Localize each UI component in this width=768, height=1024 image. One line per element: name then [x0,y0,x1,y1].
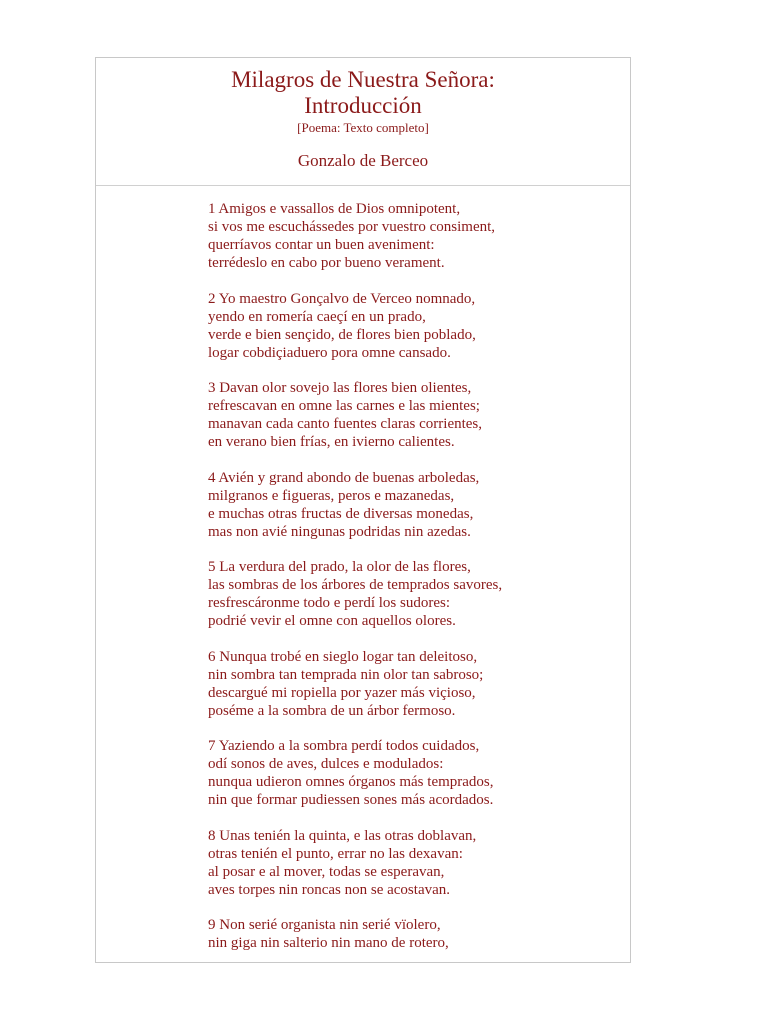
verse-line: otras tenién el punto, errar no las dexavan: [208,845,463,862]
stanza [208,469,628,541]
verse-line: nin que formar pudiessen sones más acordados. [208,792,494,808]
subtitle: [Poema: Texto completo] [297,120,429,135]
stanza [208,558,628,630]
verse-line: 3 Davan olor sovejo las flores bien olientes, [208,380,472,396]
verse-line: nunqua udieron omnes órganos más temprados, [208,774,494,790]
verse-line: 2 Yo maestro Gonçalvo de Verceo nomnado, [208,290,476,307]
verse-line: logar cobdiçiaduero pora omne cansado. [208,344,451,361]
verse-line: nin sombra tan temprada nin olor tan sabroso; [208,666,484,683]
verse-line: refrescavan en omne las carnes e las mientes; [208,398,480,414]
verse-line: 9 Non serié organista nin serié vïolero, [208,917,441,933]
verse-line: terrédeslo en cabo por bueno verament. [208,255,445,271]
document-header [96,58,630,186]
verse-line: al posar e al mover, todas se esperavan, [208,863,445,880]
author: Gonzalo de Berceo [297,151,429,170]
document-page [95,57,631,963]
verse-line: 4 Avién y grand abondo de buenas arboledas, [208,469,480,486]
verse-line: e muchas otras fructas de diversas monedas, [208,505,474,522]
stanza [208,290,628,362]
verse-line: descargué mi ropiella por yazer más viçioso, [208,684,476,701]
verse-line: yendo en romería caeçí en un prado, [208,308,426,325]
verse-line: 6 Nunqua trobé en sieglo logar tan deleitoso, [208,648,478,665]
verse-line: mas non avié ningunas podridas nin azedas. [208,523,471,540]
stanza [208,916,628,952]
poem-body [208,200,628,963]
verse-line: en verano bien frías, en ivierno calientes. [208,434,455,450]
verse-line: 5 La verdura del prado, la olor de las flores, [208,559,471,575]
verse-line: querríavos contar un buen aveniment: [208,237,435,253]
verse-line: 8 Unas tenién la quinta, e las otras doblavan, [208,827,477,844]
stanza [208,379,628,451]
verse-line: manavan cada canto fuentes claras corrientes, [208,416,483,432]
stanza [208,827,628,899]
verse-line: odí sonos de aves, dulces e modulados: [208,756,444,772]
stanza [208,200,628,272]
verse-line: verde e bien sençido, de flores bien poblado, [208,326,476,343]
stanza [208,648,628,720]
verse-line: 1 Amigos e vassallos de Dios omnipotent, [208,201,461,217]
verse-line: si vos me escuchássedes por vuestro consiment, [208,219,496,235]
verse-line: podrié vevir el omne con aquellos olores. [208,613,456,629]
verse-line: aves torpes nin roncas non se acostavan. [208,881,451,898]
verse-line: milgranos e figueras, peros e mazanedas, [208,487,455,504]
title-line-1: Milagros de Nuestra Señora: [231,67,495,92]
verse-line: nin giga nin salterio nin mano de rotero, [208,935,449,951]
title-line-2: Introducción [304,93,422,118]
verse-line: poséme a la sombra de un árbor fermoso. [208,702,456,719]
verse-line: resfrescáronme todo e perdí los sudores: [208,595,451,611]
stanza [208,737,628,809]
verse-line: las sombras de los árbores de temprados savores, [208,577,503,593]
verse-line: 7 Yaziendo a la sombra perdí todos cuidados, [208,738,480,754]
